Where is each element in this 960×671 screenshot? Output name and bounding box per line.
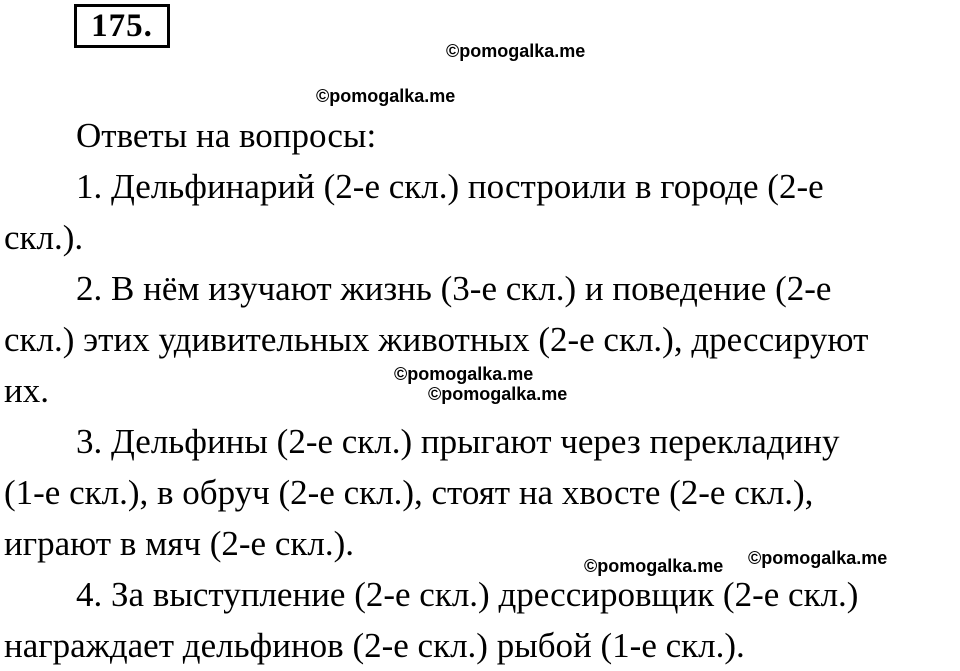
watermark: ©pomogalka.me (446, 41, 586, 61)
text-line: награждает дельфинов (2-е скл.) рыбой (1-е скл.). (4, 626, 745, 665)
text-line: играют в мяч (2-е скл.). (4, 524, 354, 563)
text-line: 2. В нём изучают жизнь (3-е скл.) и поведение (2-е (76, 269, 832, 308)
answers-heading: Ответы на вопросы: (76, 116, 377, 155)
text-line: скл.). (4, 218, 84, 257)
text-line: (1-е скл.), в обруч (2-е скл.), стоят на хвосте (2-е скл.), (4, 473, 814, 512)
text-line: их. (4, 371, 49, 410)
watermark: ©pomogalka.me (394, 364, 534, 384)
watermark: ©pomogalka.me (584, 556, 724, 576)
text-line: 3. Дельфины (2-е скл.) прыгают через перекладину (76, 422, 840, 461)
task-number-box: 175. (74, 4, 170, 48)
text-line: 1. Дельфинарий (2-е скл.) построили в городе (2-е (76, 167, 824, 206)
watermark: ©pomogalka.me (316, 86, 456, 106)
watermark: ©pomogalka.me (428, 384, 568, 404)
text-line: 4. За выступление (2-е скл.) дрессировщик (2-е скл.) (76, 575, 859, 614)
watermark: ©pomogalka.me (748, 548, 888, 568)
text-line: скл.) этих удивительных животных (2-е скл.), дрессируют (4, 320, 869, 359)
